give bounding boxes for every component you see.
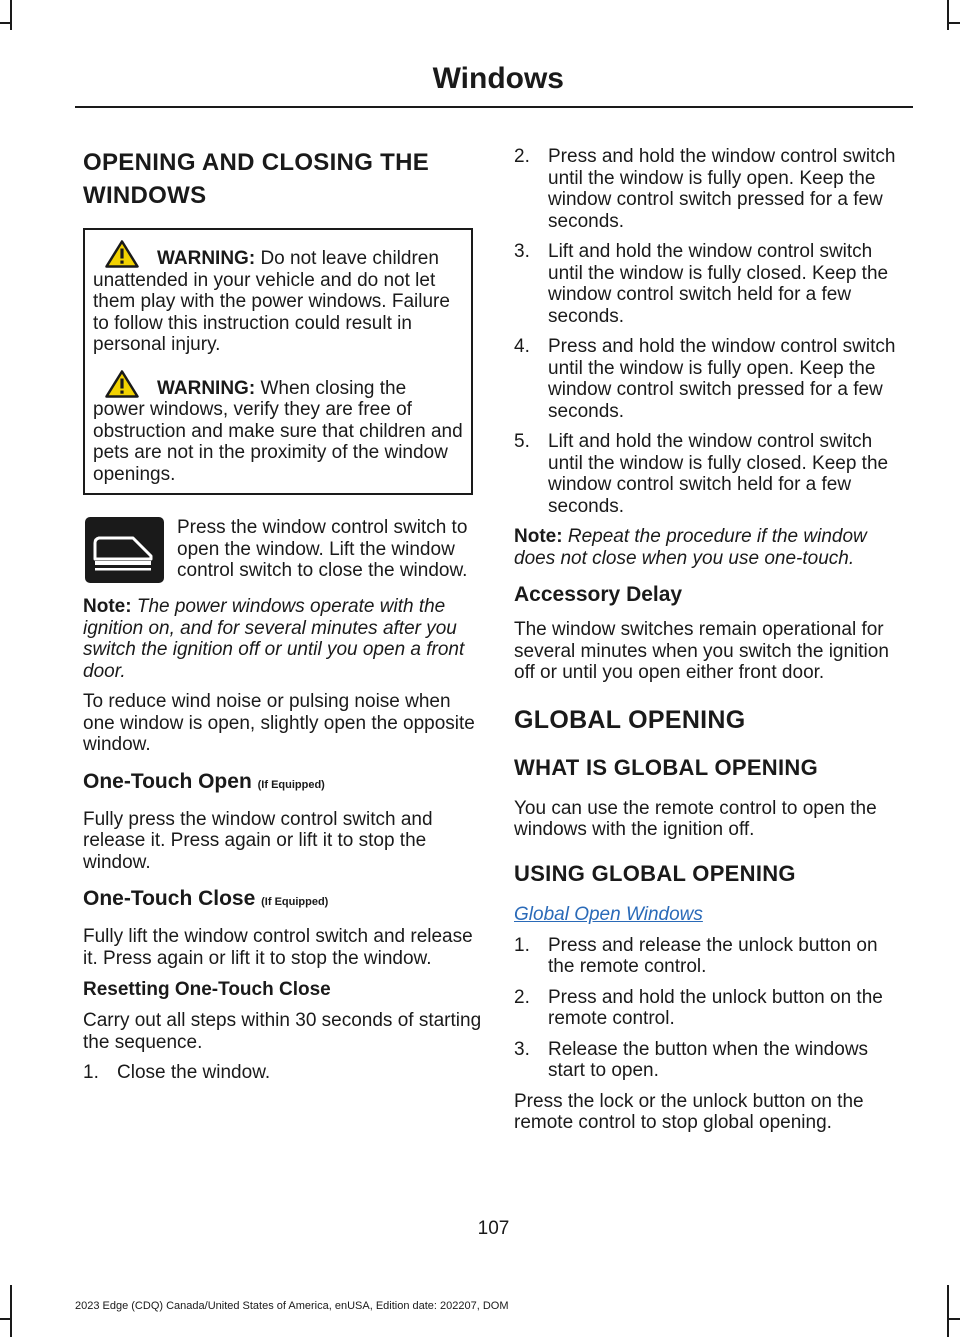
heading-text: One-Touch Open [83, 769, 252, 793]
list-item [514, 987, 908, 1030]
list-item [514, 336, 908, 422]
window-switch-icon [85, 517, 164, 583]
step-number: 1. [83, 1062, 99, 1083]
step-text: Press and hold the window control switch until the window is fully open. Keep the window control switch pressed for a few seconds. [548, 146, 896, 232]
list-item [514, 241, 908, 327]
warning-triangle-icon [105, 240, 139, 268]
step-number: 3. [514, 241, 530, 262]
step-number: 4. [514, 336, 530, 357]
crop-mark [10, 1285, 12, 1337]
window-icon [85, 517, 164, 583]
crop-mark [0, 1318, 12, 1320]
warning-item [93, 370, 463, 486]
global-opening-heading: GLOBAL OPENING [514, 705, 746, 734]
what-is-text: You can use the remote control to open the windows with the ignition off. [514, 797, 877, 840]
section-heading: OPENING AND CLOSING THE WINDOWS [83, 149, 430, 209]
crop-mark [0, 22, 12, 24]
list-item [514, 935, 908, 978]
step-number: 3. [514, 1038, 530, 1060]
list-item [514, 146, 908, 232]
resetting-heading: Resetting One-Touch Close [83, 979, 331, 1000]
note-label: Note: [83, 596, 132, 617]
right-column [514, 146, 908, 1143]
crop-mark [947, 22, 960, 24]
wind-noise-text: To reduce wind noise or pulsing noise when one window is open, slightly open the opposite window. [83, 691, 475, 755]
heading-text: One-Touch Close [83, 887, 256, 910]
page-number: 107 [477, 1218, 510, 1239]
one-touch-close-heading [83, 885, 483, 916]
crop-mark [947, 0, 949, 30]
equipped-tag: (If Equipped) [261, 896, 329, 908]
step-text: Press and hold the window control switch until the window is fully open. Keep the window control switch pressed for a few seconds. [548, 336, 896, 422]
reset-intro: Carry out all steps within 30 seconds of starting the sequence. [83, 1010, 482, 1053]
switch-instruction: Press the window control switch to open the window. Lift the window control switch to close the window. [177, 517, 468, 581]
using-global-opening-heading: USING GLOBAL OPENING [514, 860, 796, 886]
list-item [83, 1062, 483, 1084]
reset-steps-list [83, 1062, 483, 1084]
what-is-global-opening-heading: WHAT IS GLOBAL OPENING [514, 754, 819, 780]
warning-text: Do not leave children unattended in your vehicle and do not let them play with the power windows. Failure to follow this instruction could result in personal injury. [93, 248, 450, 355]
step-number: 5. [514, 431, 530, 452]
reset-steps-list-cont [514, 146, 908, 517]
accessory-delay-heading: Accessory Delay [514, 583, 683, 606]
warning-box [83, 228, 473, 495]
crop-mark [10, 0, 12, 30]
step-number: 2. [514, 986, 530, 1008]
warning-text: When closing the power windows, verify they are free of obstruction and make sure that children and pets are not in the proximity of the window openings. [93, 377, 463, 485]
step-text: Press and hold the unlock button on the remote control. [548, 986, 883, 1029]
equipped-tag: (If Equipped) [257, 778, 325, 791]
header-divider [75, 106, 913, 108]
step-number: 2. [514, 146, 530, 167]
step-number: 1. [514, 934, 530, 956]
step-text: Release the button when the windows start to open. [548, 1038, 869, 1081]
global-open-windows-link[interactable]: Global Open Windows [514, 903, 703, 925]
warning-label: WARNING: [157, 248, 256, 269]
stop-global-opening-text: Press the lock or the unlock button on the remote control to stop global opening. [514, 1090, 864, 1133]
step-text: Close the window. [117, 1062, 271, 1083]
section-title: Windows [432, 62, 564, 95]
step-text: Press and release the unlock button on the remote control. [548, 934, 878, 977]
global-steps-list [514, 935, 908, 1082]
one-touch-open-text: Fully press the window control switch and release it. Press again or lift it to stop the window. [83, 808, 433, 873]
accessory-delay-text: The window switches remain operational for several minutes when you switch the ignition off or until you open either front door. [514, 619, 889, 683]
crop-mark [947, 1318, 960, 1320]
step-text: Lift and hold the window control switch until the window is fully closed. Keep the window control switch held for a few seconds. [548, 241, 889, 327]
warning-item [93, 240, 463, 356]
note-text: The power windows operate with the ignition on, and for several minutes after you switch the ignition off or until you open a front door. [83, 596, 465, 682]
list-item [514, 431, 908, 517]
left-column [83, 146, 483, 1093]
warning-triangle-icon [105, 370, 139, 398]
step-text: Lift and hold the window control switch until the window is fully closed. Keep the window control switch held for a few seconds. [548, 431, 889, 517]
warning-label: WARNING: [157, 377, 256, 399]
list-item [514, 1039, 908, 1082]
window-switch-row [83, 517, 483, 587]
note [514, 526, 908, 569]
crop-mark [947, 1285, 949, 1337]
one-touch-close-text: Fully lift the window control switch and release it. Press again or lift it to stop the window. [83, 926, 473, 969]
one-touch-open-heading [83, 768, 483, 799]
note-text: Repeat the procedure if the window does not close when you use one-touch. [514, 526, 867, 569]
note [83, 596, 483, 682]
edition-footer: 2023 Edge (CDQ) Canada/United States of America, enUSA, Edition date: 202207, DOM [75, 1300, 509, 1312]
note-label: Note: [514, 526, 563, 547]
